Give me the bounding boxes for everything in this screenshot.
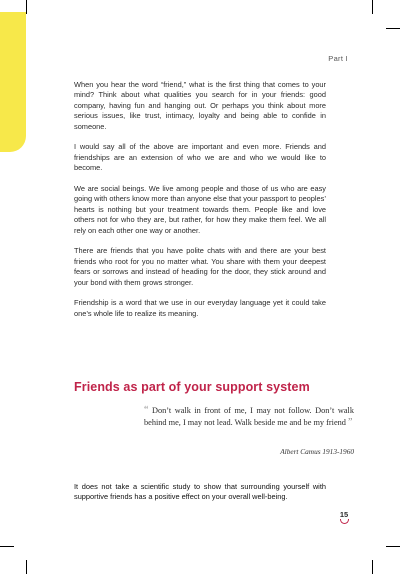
close-quote-mark: ” — [348, 417, 353, 429]
crop-mark — [26, 560, 27, 574]
closing-paragraph: It does not take a scientific study to show that surrounding yourself with supportive friends has a positive effect on your overall well-being. — [74, 482, 326, 502]
crop-mark — [26, 0, 27, 14]
crop-mark — [372, 560, 373, 574]
paragraph: There are friends that you have polite chats with and there are your best friends who root for you no matter what. You share with them your deepest fears or sorrows and instead of heading for the door, they stick around and your bond with them grows stronger. — [74, 246, 326, 287]
paragraph: When you hear the word “friend,” what is the first thing that comes to your mind? Think about what qualities you search for in your friends: good company, having fun and hanging out. Or perhaps you think about more serious issues, like trust, intimacy, loyalty and being able to confide in someone. — [74, 80, 326, 131]
smile-icon — [340, 519, 349, 524]
paragraph: I would say all of the above are important and even more. Friends and friendships are an extension of who we are and who we would like to become. — [74, 142, 326, 173]
part-label: Part I — [328, 54, 348, 63]
paragraph: Friendship is a word that we use in our everyday language yet it could take one’s whole life to realize its meaning. — [74, 298, 326, 318]
quote-attribution: Albert Camus 1913-1960 — [280, 447, 354, 456]
open-quote-mark: “ — [144, 405, 149, 416]
quote-text: Don’t walk in front of me, I may not follow. Don’t walk behind me, I may not lead. Walk beside me and be my friend — [144, 406, 354, 428]
paragraph: We are social beings. We live among people and those of us who are easy going with others know more than anyone else that your passport to peoples’ hearts is nothing but your treatment towards them. People like and love others not for who they are, but rather, for how they make them feel. We all rely on each other one way or another. — [74, 184, 326, 235]
section-heading: Friends as part of your support system — [74, 380, 310, 394]
crop-mark — [0, 546, 14, 547]
crop-mark — [386, 28, 400, 29]
crop-mark — [372, 0, 373, 14]
body-text — [74, 80, 326, 330]
chapter-tab — [0, 12, 26, 152]
page-number: 15 — [339, 510, 349, 519]
quote — [144, 405, 354, 430]
crop-mark — [386, 546, 400, 547]
